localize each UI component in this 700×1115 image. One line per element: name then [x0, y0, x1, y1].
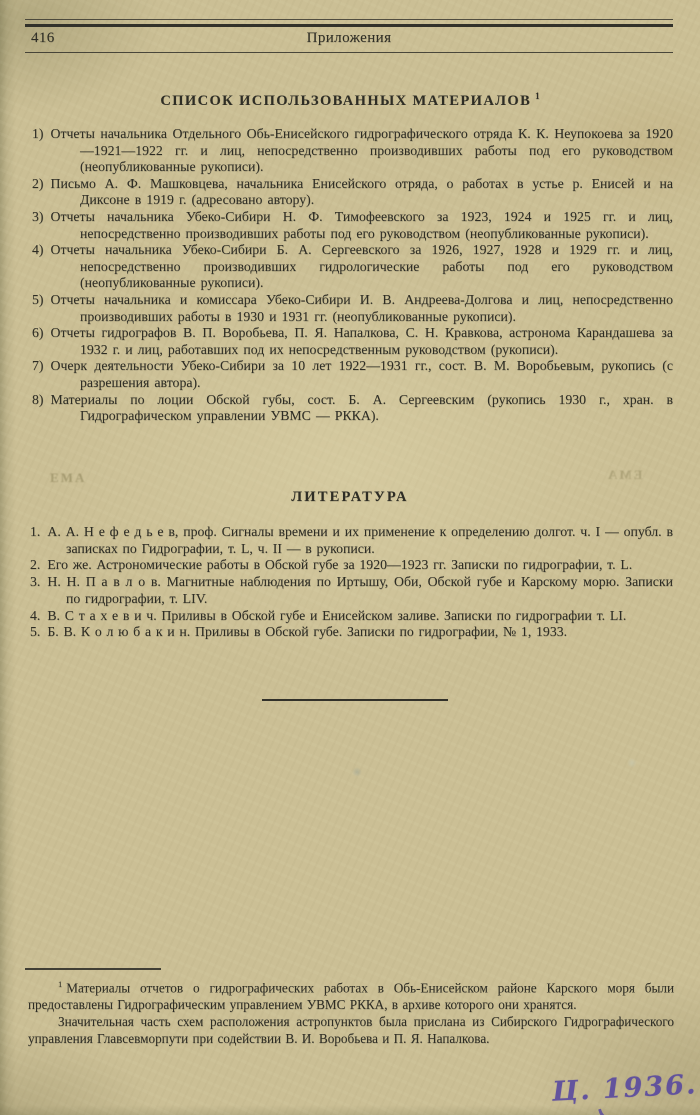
footnote-text: Материалы отчетов о гидрографических работах в Обь-Енисейском районе Карского моря были предоставлены Гидрографическим управлением УВМС РККА, в архиве которого они хранятся. [28, 980, 674, 1013]
item-number: 2) [32, 175, 44, 191]
materials-item [32, 358, 673, 391]
literature-section-title: ЛИТЕРАТУРА [291, 489, 409, 505]
item-number: 6) [32, 325, 44, 341]
handwritten-price-mark: Ц. 1936. [551, 1069, 699, 1108]
item-text: Письмо А. Ф. Машковцева, начальника Енисейского отряда, о работах в устье р. Енисей и на Диксоне в 1919 г. (адресовано автору). [50, 175, 673, 208]
literature-list [30, 524, 673, 641]
literature-item [30, 524, 673, 557]
item-text: Его же. Астрономические работы в Обской губе за 1920—1923 гг. Записки по гидрографии, т. L. [47, 557, 633, 573]
materials-list [32, 126, 673, 425]
materials-item [32, 392, 673, 425]
footnote-paragraph [28, 976, 674, 1014]
end-of-section-divider-rule [262, 699, 448, 701]
item-text: Н. Н. П а в л о в. Магнитные наблюдения по Иртышу, Оби, Обской губе и Карскому морю. Записки по гидрографии, т. LIV. [47, 574, 673, 606]
footnotes-block [28, 976, 674, 1048]
item-text: Отчеты начальника Отдельного Обь-Енисейского гидрографического отряда К. К. Неупокоева за 1920—1921—1922 гг. и лиц, непосредственно производивших работы под его руководством (неопубликованные рукописи). [50, 126, 673, 175]
materials-item [32, 176, 673, 209]
materials-item [32, 209, 673, 242]
item-text: Отчеты начальника Убеко-Сибири Б. А. Сергеевского за 1926, 1927, 1928 и 1929 гг. и лиц, непосредственно производивших гидрологические работы под его руководством (неопубликованные рукописи). [50, 242, 673, 291]
literature-item [30, 574, 673, 607]
item-number: 7) [32, 358, 44, 374]
header-underline-rule [25, 52, 673, 53]
item-text: Отчеты гидрографов В. П. Воробьева, П. Я. Напалкова, С. Н. Кравкова, астронома Карандашева за 1932 г. и лиц, работавших под их непосредственным руководством (рукописи). [50, 325, 673, 357]
item-number: 2. [30, 557, 41, 573]
item-text: Очерк деятельности Убеко-Сибири за 10 лет 1922—1931 гг., сост. В. М. Воробьевым, рукопись (с разрешения автора). [50, 358, 673, 390]
item-number: 4. [30, 607, 41, 623]
materials-item [32, 126, 673, 176]
running-title: Приложения [306, 30, 392, 46]
running-header [25, 30, 673, 50]
show-through-ghost: ЕМА [606, 467, 643, 482]
item-text: Отчеты начальника и комиссара Убеко-Сибири И. В. Андреева-Долгова и лиц, непосредственно производивших работы в 1930 и 1931 гг. (неопубликованные рукописи). [50, 291, 673, 324]
item-text: А. А. Н е ф е д ь е в, проф. Сигналы времени и их применение к определению долгот. ч. I — опубл. в записках по Гидрографии, т. L, ч. II — в рукописи. [47, 524, 673, 556]
item-text: Отчеты начальника Убеко-Сибири Н. Ф. Тимофеевского за 1923, 1924 и 1925 гг. и лиц, непосредственно производивших работы под его руководством (неопубликованные рукописи). [50, 208, 673, 241]
item-number: 8) [32, 391, 44, 407]
item-number: 5) [32, 291, 44, 307]
footnote-separator-rule [25, 968, 161, 970]
page-number: 416 [31, 30, 55, 46]
literature-item [30, 608, 673, 625]
item-text: Б. В. К о л ю б а к и н. Приливы в Обской губе. Записки по гидрографии, № 1, 1933. [47, 624, 568, 640]
footnote-marker: 1 [58, 979, 63, 989]
materials-item [32, 292, 673, 325]
literature-item [30, 557, 673, 574]
item-text: В. С т а х е в и ч. Приливы в Обской губе и Енисейском заливе. Записки по гидрографии т. LI. [47, 607, 627, 623]
materials-section-title: СПИСОК ИСПОЛЬЗОВАННЫХ МАТЕРИАЛОВ $^1$ [160, 91, 540, 109]
item-number: 3) [32, 208, 44, 224]
item-number: 1. [30, 524, 41, 539]
footnote-paragraph [28, 1014, 674, 1048]
item-number: 1) [32, 126, 44, 141]
materials-item [32, 242, 673, 292]
item-number: 5. [30, 624, 41, 640]
item-text: Материалы по лоции Обской губы, сост. Б. А. Сергеевским (рукопись 1930 г., хран. в Гидрографическом управлении УВМС — РККА). [50, 391, 673, 424]
title-footnote-marker: 1 [535, 91, 540, 101]
top-thin-rule [25, 19, 673, 20]
materials-item [32, 325, 673, 358]
footnote-text: Значительная часть схем расположения астропунктов была прислана из Сибирского Гидрографического управления Главсевморпути при содействии В. И. Воробьева и П. Я. Напалкова. [28, 1013, 674, 1046]
item-number: 4) [32, 242, 44, 258]
item-number: 3. [30, 574, 41, 590]
literature-item [30, 624, 673, 641]
top-thick-rule [25, 24, 673, 27]
show-through-ghost: ЕМА [50, 470, 87, 485]
